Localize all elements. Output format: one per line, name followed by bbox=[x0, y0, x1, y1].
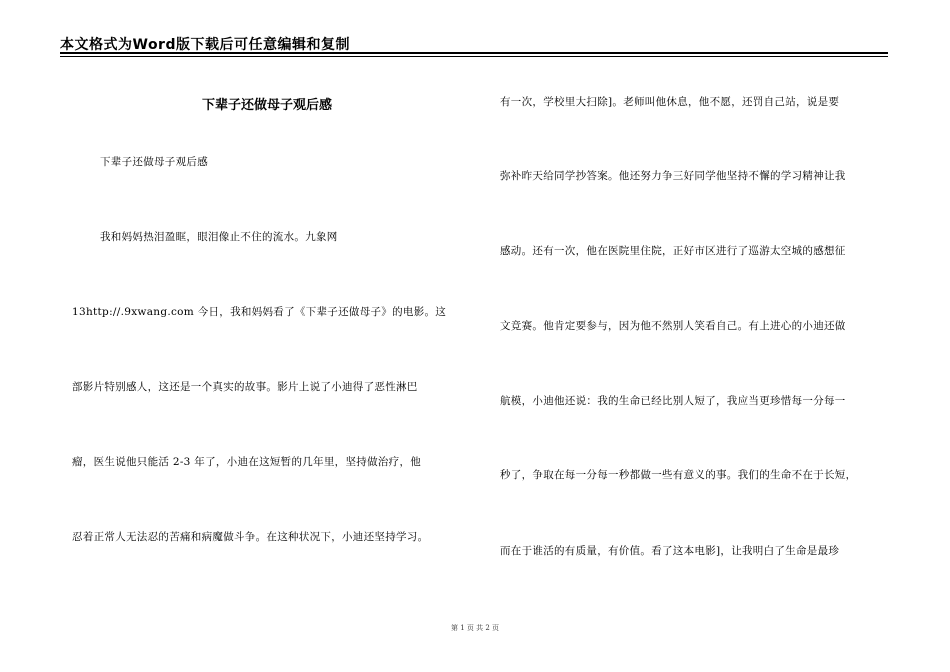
paragraph-line: 感动。还有一次，他在医院里住院，正好市区进行了巡游太空城的感想征 bbox=[500, 245, 846, 257]
paragraph-line: 弥补昨天给同学抄答案。他还努力争三好同学他坚持不懈的学习精神让我 bbox=[500, 170, 846, 182]
header-divider-thin bbox=[60, 56, 888, 57]
paragraph-line: 13http://.9xwang.com 今日，我和妈妈看了《下辈子还做母子》的电影。这 bbox=[72, 306, 447, 318]
paragraph-line: 而在于谁活的有质量，有价值。看了这本电影]，让我明白了生命是最珍 bbox=[500, 545, 840, 557]
paragraph-line: 秒了，争取在每一分每一秒都做一些有意义的事。我们的生命不在于长短， bbox=[500, 469, 857, 481]
paragraph-line: 我和妈妈热泪盈眶，眼泪像止不住的流水。九象网 bbox=[100, 231, 338, 243]
paragraph-line: 有一次，学校里大扫除]。老师叫他休息，他不愿，还罚自己站，说是要 bbox=[500, 96, 840, 108]
paragraph-line: 忍着正常人无法忍的苦痛和病魔做斗争。在这种状况下，小迪还坚持学习。 bbox=[72, 531, 429, 543]
paragraph-line: 部影片特别感人，这还是一个真实的故事。影片上说了小迪得了恶性淋巴 bbox=[72, 381, 418, 393]
document-title: 下辈子还做母子观后感 bbox=[201, 98, 332, 113]
paragraph-line: 下辈子还做母子观后感 bbox=[100, 156, 208, 168]
paragraph-line: 瘤，医生说他只能活 2-3 年了，小迪在这短暂的几年里，坚持做治疗，他 bbox=[72, 456, 422, 468]
paragraph-line: 航模，小迪他还说：我的生命已经比别人短了，我应当更珍惜每一分每一 bbox=[500, 395, 846, 407]
page-number-footer: 第 1 页 共 2 页 bbox=[450, 624, 500, 632]
page-header-text: 本文格式为Word版下载后可任意编辑和复制 bbox=[60, 37, 350, 53]
header-divider-thick bbox=[60, 52, 888, 54]
paragraph-line: 文竞赛。他肯定要参与，因为他不然别人笑看自己。有上进心的小迪还做 bbox=[500, 320, 846, 332]
